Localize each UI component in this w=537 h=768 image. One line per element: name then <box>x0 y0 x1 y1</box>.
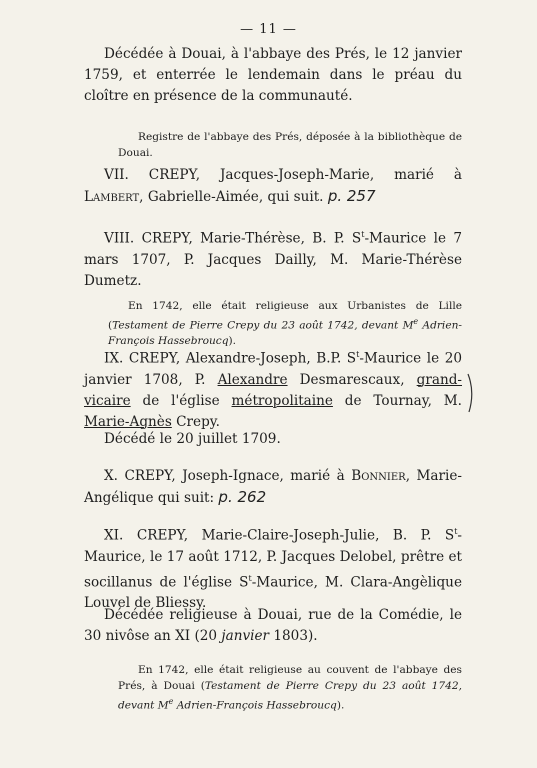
entry-xi-sup: t <box>454 527 458 536</box>
entry-vii-spouse: Lambert <box>84 189 140 205</box>
entry-xi-note-c: Adrien-François Hassebroucq <box>173 699 337 712</box>
entry-xi-note-b: Testament de Pierre Crepy du 23 août 1742, devant M <box>118 679 462 712</box>
entry-xi-note-a: En 1742, elle était religieuse au couvent de l'abbaye des Prés, à Douai ( <box>118 663 462 692</box>
entry-ix-sup: t <box>356 350 360 359</box>
entry-ix-godfather-first: Alexandre <box>217 371 288 388</box>
entry-ix-a: IX. CREPY, Alexandre-Joseph, B.P. S <box>104 350 357 367</box>
entry-vii-rest: , Gabrielle-Aimée, qui suit. <box>139 189 324 205</box>
entry-xi-death-c: 1803). <box>269 628 318 644</box>
entry-viii <box>84 224 462 292</box>
register-note-text: Registre de l'abbaye des Prés, déposée à la bibliothèque de Douai. <box>118 130 462 159</box>
entry-xi-death-a: Décédée religieuse à Douai, rue de la Comédie, le 30 nivôse an XI (20 <box>84 607 462 644</box>
entry-x-spouse: Bonnier <box>351 468 406 484</box>
entry-viii-note-c: Adrien-François Hassebroucq <box>108 319 462 348</box>
page-number: — 11 — <box>240 22 297 37</box>
entry-ix-b: -Maurice le 20 janvier 1708, P. <box>84 350 462 388</box>
entry-viii-note-d: ). <box>228 335 237 348</box>
entry-ix-death <box>84 429 462 450</box>
entry-ix-j: Crepy. <box>171 413 220 430</box>
entry-x-b: , Marie-Angélique qui suit: <box>84 468 462 506</box>
entry-viii-note-a: En 1742, elle était religieuse aux Urbanistes de Lille ( <box>108 299 462 332</box>
entry-vii <box>84 165 462 208</box>
handwritten-page-ref-vii: p. 257 <box>327 187 376 205</box>
register-note <box>118 118 462 171</box>
death-paragraph <box>84 44 462 107</box>
handwritten-page-ref-x: p. 262 <box>218 488 267 506</box>
handwritten-bracket <box>465 372 479 414</box>
entry-ix-death-text: Décédé le 20 juillet 1709. <box>104 431 281 447</box>
entry-xi-death-b: janvier <box>221 628 270 644</box>
entry-xi-c: -Maurice, M. Clara-Angèlique Louvel de Bliessy. <box>84 574 462 612</box>
entry-viii-sup: t <box>361 230 365 239</box>
entry-xi-sup2: t <box>248 573 252 583</box>
entry-ix-d: Desmarescaux, <box>287 371 417 388</box>
entry-x-a: X. CREPY, Joseph-Ignace, marié à <box>104 468 352 484</box>
entry-ix-metropolitan: métropolitaine <box>231 392 333 409</box>
entry-viii-note-sup: e <box>413 316 419 326</box>
entry-ix-title: grand-vicaire <box>84 371 462 409</box>
entry-ix <box>84 344 462 433</box>
death-text: Décédée à Douai, à l'abbaye des Prés, le 12 janvier 1759, et enterrée le lendemain dans le préau du cloître en présence de la communauté. <box>84 46 462 104</box>
entry-xi-note <box>118 651 462 724</box>
entry-ix-godmother: Marie-Agnès <box>84 413 172 430</box>
entry-x <box>84 466 462 509</box>
entry-xi-note-d: ). <box>336 699 345 712</box>
entry-vii-text: VII. CREPY, Jacques-Joseph-Marie, marié à <box>104 167 462 183</box>
entry-xi-death <box>84 605 462 647</box>
entry-xi-a: XI. CREPY, Marie-Claire-Joseph-Julie, B. P. S <box>104 527 455 544</box>
entry-viii-note-b: Testament de Pierre Crepy du 23 août 1742, devant M <box>112 319 414 332</box>
entry-xi-b: -Maurice, le 17 août 1712, P. Jacques Delobel, prêtre et socillanus de l'église S <box>84 527 462 591</box>
entry-xi-note-sup: e <box>168 696 174 706</box>
entry-ix-h: de Tournay, M. <box>332 392 462 409</box>
entry-xi <box>84 521 462 614</box>
entry-ix-f: de l'église <box>130 392 232 409</box>
entry-viii-text: VIII. CREPY, Marie-Thérèse, B. P. S <box>104 230 362 247</box>
entry-viii-rest: -Maurice le 7 mars 1707, P. Jacques Dailly, M. Marie-Thérèse Dumetz. <box>84 230 462 289</box>
